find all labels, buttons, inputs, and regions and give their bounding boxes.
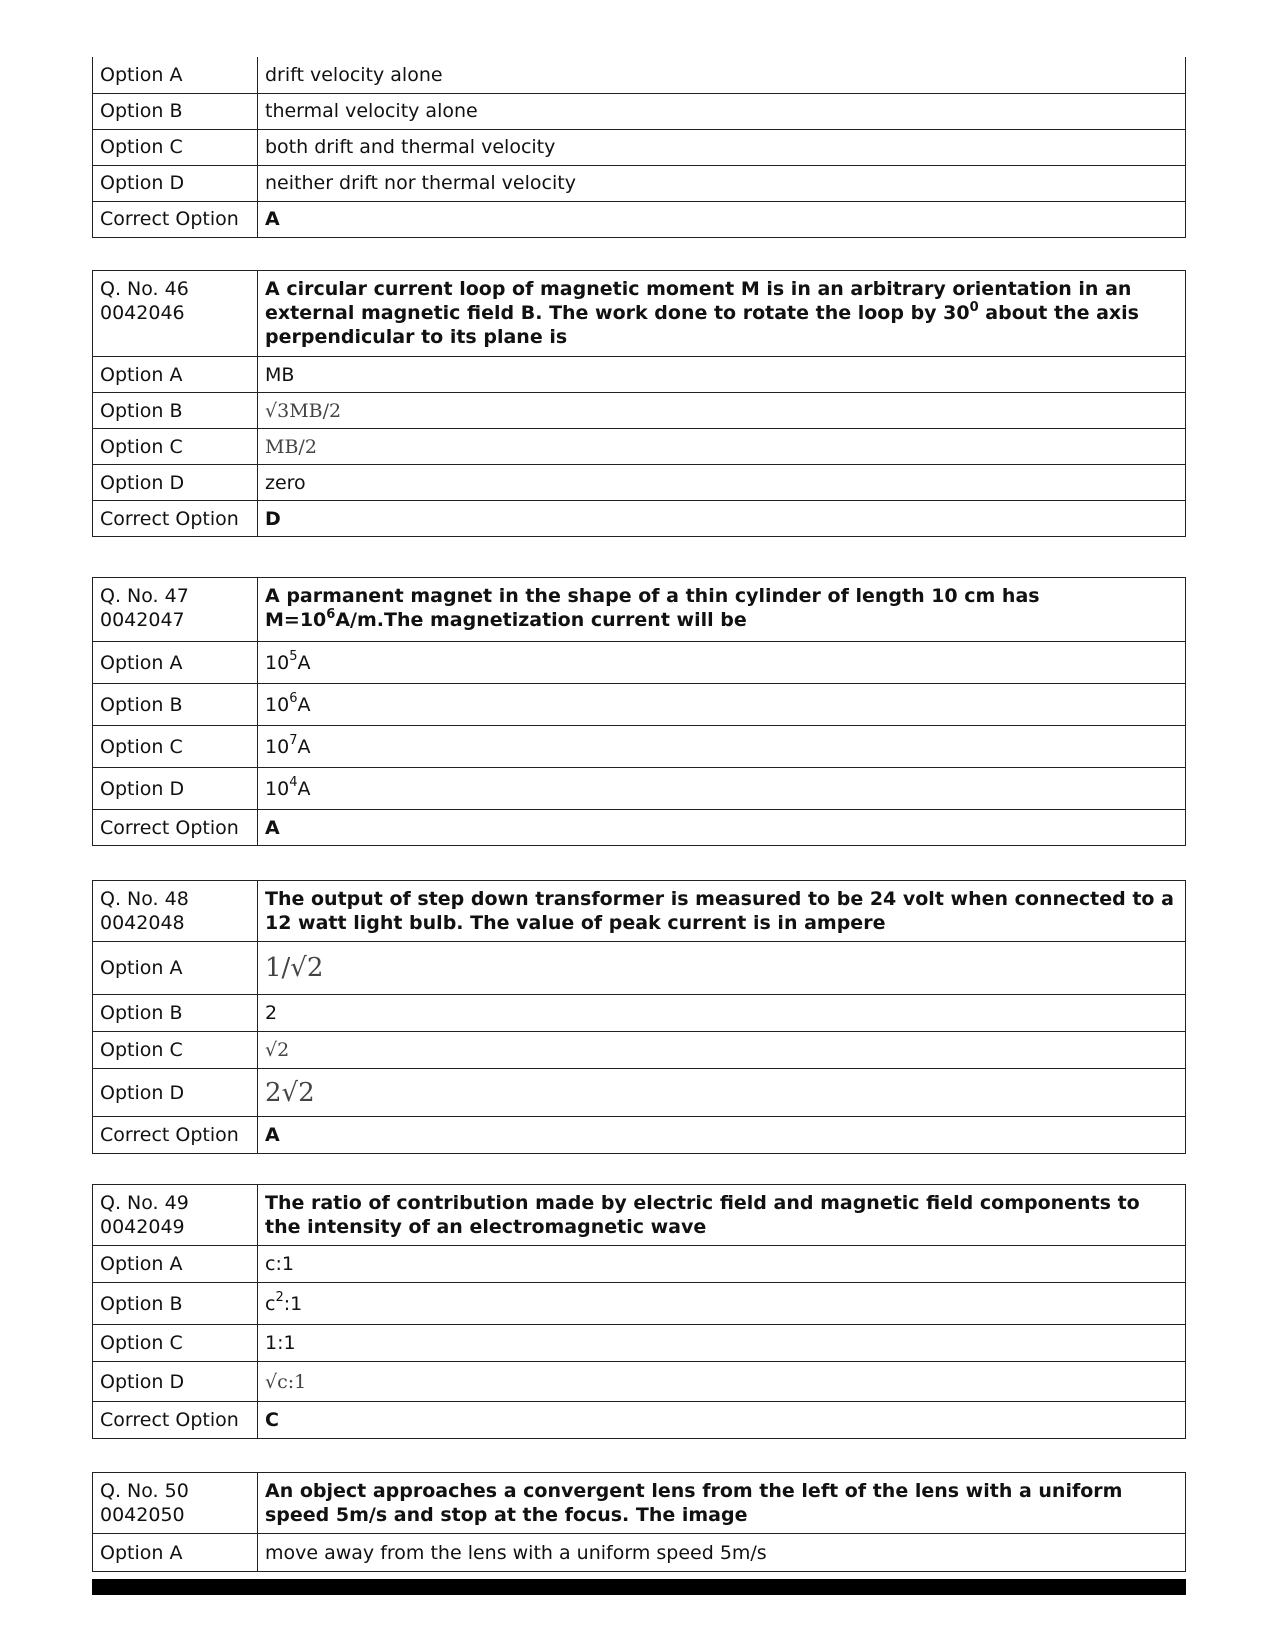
superscript: 7 [289, 733, 298, 749]
correct-value: D [258, 501, 1186, 537]
value-rest: :1 [283, 1292, 303, 1315]
question-row [93, 271, 1186, 357]
option-row [93, 642, 1186, 684]
option-label: Option D [93, 1069, 258, 1117]
question-text-part: about the axis perpendicular to its plane is [265, 302, 1139, 348]
option-label: Option A [93, 1246, 258, 1283]
question-47-table [92, 577, 1186, 846]
question-text-part: A parmanent magnet in the shape of a thin cylinder of length 10 cm has M=10 [265, 585, 1040, 631]
option-value: √3MB/2 [258, 393, 1186, 429]
option-row [93, 995, 1186, 1032]
option-row [93, 1362, 1186, 1402]
option-row [93, 165, 1186, 201]
superscript: 2 [275, 1290, 284, 1306]
option-row [93, 726, 1186, 768]
option-value: c:1 [258, 1246, 1186, 1283]
option-value: neither drift nor thermal velocity [258, 165, 1186, 201]
question-text: The ratio of contribution made by electric field and magnetic field components to the intensity of an electromagnetic wave [258, 1185, 1186, 1246]
value-base: c [265, 1292, 276, 1315]
superscript: 0 [969, 299, 979, 315]
correct-row [93, 1402, 1186, 1439]
option-label: Option C [93, 129, 258, 165]
option-label: Option A [93, 57, 258, 93]
option-row [93, 93, 1186, 129]
option-label: Option A [93, 1534, 258, 1572]
question-code: 0042049 [100, 1216, 185, 1238]
correct-row [93, 1117, 1186, 1154]
correct-label: Correct Option [93, 1402, 258, 1439]
option-label: Option C [93, 1032, 258, 1069]
question-text: An object approaches a convergent lens from the left of the lens with a uniform speed 5m/s and stop at the focus. The image [258, 1473, 1186, 1534]
option-label: Option D [93, 165, 258, 201]
question-number [93, 1473, 258, 1534]
option-label: Option D [93, 1362, 258, 1402]
question-row [93, 1185, 1186, 1246]
question-45-table [92, 57, 1186, 238]
option-row [93, 465, 1186, 501]
correct-value: A [258, 1117, 1186, 1154]
question-no: Q. No. 46 [100, 278, 189, 300]
correct-row [93, 201, 1186, 237]
question-row [93, 1473, 1186, 1534]
question-text [258, 578, 1186, 642]
option-value: MB [258, 357, 1186, 393]
option-label: Option C [93, 1325, 258, 1362]
option-value: 2√2 [258, 1069, 1186, 1117]
option-label: Option D [93, 465, 258, 501]
option-value: drift velocity alone [258, 57, 1186, 93]
correct-label: Correct Option [93, 501, 258, 537]
option-row [93, 1283, 1186, 1325]
option-value [258, 726, 1186, 768]
question-no: Q. No. 47 [100, 585, 189, 607]
option-row [93, 1246, 1186, 1283]
option-value: thermal velocity alone [258, 93, 1186, 129]
question-no: Q. No. 50 [100, 1480, 189, 1502]
question-code: 0042048 [100, 912, 185, 934]
option-value [258, 684, 1186, 726]
option-row [93, 684, 1186, 726]
option-row [93, 1032, 1186, 1069]
correct-label: Correct Option [93, 810, 258, 846]
option-value: 1:1 [258, 1325, 1186, 1362]
option-label: Option C [93, 429, 258, 465]
value-base: 10 [265, 693, 290, 716]
question-code: 0042050 [100, 1504, 185, 1526]
question-row [93, 578, 1186, 642]
superscript: 6 [326, 606, 336, 622]
correct-value: A [258, 810, 1186, 846]
superscript: 4 [289, 775, 298, 791]
option-value: move away from the lens with a uniform speed 5m/s [258, 1534, 1186, 1572]
option-row [93, 1534, 1186, 1572]
option-label: Option C [93, 726, 258, 768]
option-label: Option B [93, 684, 258, 726]
option-value [258, 768, 1186, 810]
correct-value: A [258, 201, 1186, 237]
option-value: both drift and thermal velocity [258, 129, 1186, 165]
option-value: √2 [258, 1032, 1186, 1069]
option-value: √c:1 [258, 1362, 1186, 1402]
option-label: Option A [93, 357, 258, 393]
question-code: 0042047 [100, 609, 185, 631]
question-46-table [92, 270, 1186, 537]
option-value [258, 642, 1186, 684]
option-row [93, 1325, 1186, 1362]
option-label: Option B [93, 393, 258, 429]
value-unit: A [297, 735, 311, 758]
value-base: 10 [265, 777, 290, 800]
value-unit: A [297, 693, 311, 716]
option-row [93, 57, 1186, 93]
page-bottom-bar [92, 1579, 1186, 1595]
option-row [93, 357, 1186, 393]
superscript: 5 [289, 649, 298, 665]
superscript: 6 [289, 691, 298, 707]
correct-row [93, 501, 1186, 537]
question-row [93, 881, 1186, 942]
option-value: MB/2 [258, 429, 1186, 465]
option-label: Option B [93, 995, 258, 1032]
option-label: Option D [93, 768, 258, 810]
question-code: 0042046 [100, 302, 185, 324]
option-value: 2 [258, 995, 1186, 1032]
question-number [93, 271, 258, 357]
correct-row [93, 810, 1186, 846]
option-value [258, 1283, 1186, 1325]
option-row [93, 942, 1186, 995]
option-label: Option A [93, 642, 258, 684]
question-text-part: A circular current loop of magnetic moment M is in an arbitrary orientation in an external magnetic field B. The work done to rotate the loop by 30 [265, 278, 1132, 324]
correct-label: Correct Option [93, 201, 258, 237]
correct-label: Correct Option [93, 1117, 258, 1154]
value-unit: A [297, 777, 311, 800]
question-number [93, 881, 258, 942]
option-row [93, 768, 1186, 810]
value-base: 10 [265, 651, 290, 674]
option-label: Option B [93, 93, 258, 129]
question-text: The output of step down transformer is measured to be 24 volt when connected to a 12 watt light bulb. The value of peak current is in ampere [258, 881, 1186, 942]
question-number [93, 578, 258, 642]
option-value: 1/√2 [258, 942, 1186, 995]
question-number [93, 1185, 258, 1246]
option-row [93, 393, 1186, 429]
question-no: Q. No. 48 [100, 888, 189, 910]
option-row [93, 129, 1186, 165]
value-base: 10 [265, 735, 290, 758]
question-49-table [92, 1184, 1186, 1439]
question-50-table [92, 1472, 1186, 1572]
question-48-table [92, 880, 1186, 1154]
correct-value: C [258, 1402, 1186, 1439]
question-text [258, 271, 1186, 357]
option-row [93, 429, 1186, 465]
option-value: zero [258, 465, 1186, 501]
option-row [93, 1069, 1186, 1117]
option-label: Option A [93, 942, 258, 995]
option-label: Option B [93, 1283, 258, 1325]
question-text-part: A/m.The magnetization current will be [335, 609, 747, 631]
value-unit: A [297, 651, 311, 674]
question-no: Q. No. 49 [100, 1192, 189, 1214]
